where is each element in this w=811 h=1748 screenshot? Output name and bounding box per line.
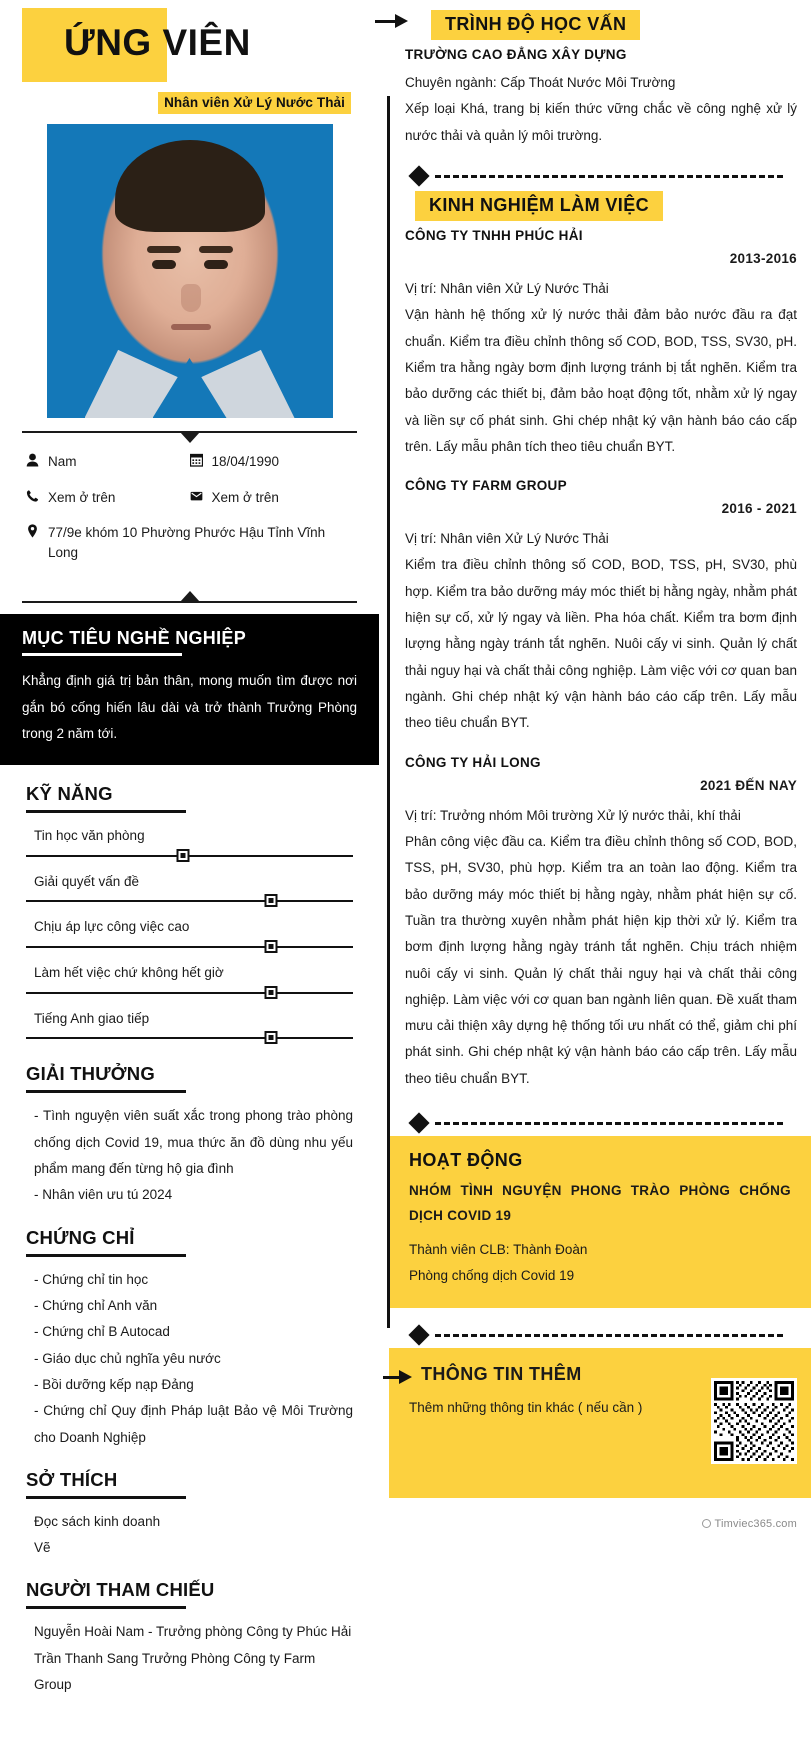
skill-item: [26, 1006, 353, 1046]
arrow-head: [399, 1370, 412, 1384]
skill-slider-handle[interactable]: [265, 1031, 278, 1044]
certificate-item: - Chứng chỉ B Autocad: [34, 1324, 170, 1340]
skill-track-bar: [26, 992, 353, 994]
section-activity: [389, 1136, 811, 1308]
dashed-line: [435, 175, 783, 178]
profile-photo: [47, 124, 333, 418]
certificate-item: - Chứng chỉ Anh văn: [34, 1297, 158, 1313]
skill-label: Tiếng Anh giao tiếp: [34, 1010, 150, 1026]
contact-email: [190, 488, 354, 508]
experience-company: CÔNG TY FARM GROUP: [405, 478, 567, 494]
footer-text: Timviec365.com: [714, 1517, 797, 1530]
contact-gender: [26, 452, 190, 472]
section-references: [22, 1579, 357, 1698]
awards-list: [26, 1103, 353, 1208]
certificate-item: - Giáo dục chủ nghĩa yêu nước: [34, 1350, 221, 1366]
certificate-item: - Chứng chỉ tin học: [34, 1271, 149, 1287]
hobbies-title: SỞ THÍCH: [26, 1468, 118, 1490]
experience-header: [405, 189, 797, 221]
section-hobbies: [22, 1469, 357, 1562]
awards-title: GIẢI THƯỞNG: [26, 1063, 155, 1085]
education-header: [405, 0, 797, 40]
page-title: ỨNG VIÊN: [64, 22, 251, 63]
section-certificates: [22, 1227, 357, 1451]
skill-label: Tin học văn phòng: [34, 828, 145, 844]
activity-subtitle: NHÓM TÌNH NGUYỆN PHONG TRÀO PHÒNG CHỐNG DỊCH COVID 19: [409, 1183, 791, 1224]
certificate-item: - Bồi dưỡng kếp nạp Đảng: [34, 1376, 194, 1392]
contact-address-value: 77/9e khóm 10 Phường Phước Hậu Tỉnh Vĩnh Long: [48, 525, 326, 560]
phone-icon: [26, 488, 48, 503]
skill-label: Làm hết việc chứ không hết giờ: [34, 965, 224, 981]
contact-email-value: Xem ở trên: [211, 489, 279, 505]
skill-item: [26, 960, 353, 1000]
experience-description: Phân công việc đầu ca. Kiểm tra điều chỉnh thông số COD, BOD, TSS, pH, SV30, phù hợp. Kiểm tra an toàn lao động. Kiểm tra bảo dưỡng máy móc thiết bị hằng ngày, nhằm phát hiện sự cố. Tuần tra thường xuyên nhằm phát hiện kịp thời xử lý. Kiểm tra bơm định lượng hằng ngày tránh tắt nghẽn. Chịu trách nhiệm nuôi cấy vi sinh. Quản lý chất thải nguy hại và chất thải công nghiệp. Làm việc với cơ quan ban ngành liên quan. Đề xuất tham mưu cải thiện xây dựng hệ thống tối ưu nhất có thể, giảm chi phí phát sinh. Ghi chép nhật ký vận hành báo cáo cấp trên. Lấy mẫu theo tiêu chuẩn BYT.: [405, 833, 797, 1086]
photo-eye-right: [204, 260, 228, 269]
extra-text: Thêm những thông tin khác ( nếu cần ): [409, 1399, 643, 1415]
experience-list: [405, 228, 797, 1092]
contact-info: [22, 440, 357, 588]
dashed-line: [435, 1334, 783, 1337]
photo-brow-left: [147, 246, 181, 253]
calendar-icon: [190, 452, 212, 467]
education-title: TRÌNH ĐỘ HỌC VẤN: [431, 10, 640, 40]
skill-item: [26, 869, 353, 909]
contact-phone-value: Xem ở trên: [48, 489, 116, 505]
job-title-badge: Nhân viên Xử Lý Nước Thải: [158, 92, 351, 114]
awards-underline: [26, 1090, 186, 1093]
experience-company: CÔNG TY HẢI LONG: [405, 754, 541, 770]
left-column: [0, 0, 375, 1698]
contact-bottom-divider: [22, 594, 357, 610]
contact-dob: [190, 452, 354, 472]
reference-item: Nguyễn Hoài Nam - Trưởng phòng Công ty Phúc Hải: [34, 1624, 352, 1640]
objective-text: Khẳng định giá trị bản thân, mong muốn tìm được nơi gắn bó cống hiến lâu dài và trở thành Trưởng Phòng trong 2 năm tới.: [22, 673, 357, 741]
education-school: TRƯỜNG CAO ĐẲNG XÂY DỰNG: [405, 47, 627, 62]
name-banner: [22, 8, 357, 82]
skill-slider-handle[interactable]: [176, 849, 189, 862]
photo-eye-left: [152, 260, 176, 269]
section-awards: [22, 1063, 357, 1208]
activity-title: HOẠT ĐỘNG: [409, 1150, 523, 1171]
photo-mouth: [171, 324, 211, 330]
contact-row: [26, 523, 353, 562]
experience-description: Kiểm tra điều chỉnh thông số COD, BOD, TSS, pH, SV30, phù hợp. Kiểm tra bảo dưỡng máy móc thiết bị hằng ngày, nhằm phát hiện sự cố, xử lý ngay và liền. Pha hóa chất. Kiểm tra bơm định lượng hằng ngày tránh tắt nghẽn. Nuôi cấy vi sinh. Quản lý chất thải nguy hại và chất thải công nghiệp. Làm việc với cơ quan ban ngành. Ghi chép nhật ký vận hành báo cáo cấp trên. Lấy mẫu theo tiêu chuẩn BYT.: [405, 557, 797, 731]
qr-code[interactable]: [711, 1378, 797, 1464]
skill-item: [26, 914, 353, 954]
dashed-line: [435, 1122, 783, 1125]
objective-title: MỤC TIÊU NGHỀ NGHIỆP: [22, 628, 247, 649]
photo-hair: [115, 140, 265, 232]
experience-position: Vị trí: Nhân viên Xử Lý Nước Thải: [405, 531, 609, 547]
person-icon: [26, 452, 48, 467]
arrow-shaft: [375, 20, 397, 23]
photo-brow-right: [199, 246, 233, 253]
contact-phone: [26, 488, 190, 508]
reference-item: Trần Thanh Sang Trưởng Phòng Công ty Farm Group: [34, 1650, 316, 1693]
experience-item: [405, 755, 797, 1092]
certificate-item: - Chứng chỉ Quy định Pháp luật Bảo vệ Môi Trường cho Doanh Nghiệp: [34, 1403, 353, 1445]
contact-row: [26, 452, 353, 472]
skill-item: [26, 823, 353, 863]
extra-title: THÔNG TIN THÊM: [421, 1363, 582, 1384]
skill-slider[interactable]: [26, 849, 353, 863]
skills-title: KỸ NĂNG: [26, 783, 113, 805]
skill-slider[interactable]: [26, 1031, 353, 1045]
skill-track-bar: [26, 855, 353, 857]
arrow-right-icon: [375, 14, 409, 28]
skill-slider-handle[interactable]: [265, 940, 278, 953]
hobby-item: Đọc sách kinh doanh: [34, 1513, 161, 1529]
experience-item: [405, 228, 797, 460]
section-objective: [0, 614, 379, 765]
contact-address: [26, 523, 353, 562]
references-underline: [26, 1606, 186, 1609]
award-item: - Nhân viên ưu tú 2024: [34, 1187, 173, 1203]
activity-lines: [409, 1237, 791, 1290]
references-list: [26, 1619, 353, 1698]
skills-list: [26, 823, 353, 1045]
skill-slider[interactable]: [26, 986, 353, 1000]
experience-position: Vị trí: Nhân viên Xử Lý Nước Thải: [405, 280, 609, 296]
skill-label: Giải quyết vấn đề: [34, 873, 140, 889]
contact-row: [26, 488, 353, 508]
section-divider: [405, 1322, 797, 1348]
hobbies-underline: [26, 1496, 186, 1499]
photo-nose: [181, 284, 201, 312]
experience-title: KINH NGHIỆM LÀM VIỆC: [415, 191, 663, 221]
experience-item: [405, 478, 797, 737]
skill-track-bar: [26, 1037, 353, 1039]
award-item: - Tình nguyện viên suất xắc trong phong trào phòng chống dịch Covid 19, mua thức ăn đồ dùng nhu yếu phẩm mang đến từng hộ gia đình: [34, 1108, 353, 1177]
experience-dates: 2016 - 2021: [721, 501, 797, 517]
footer-watermark: [702, 1518, 797, 1530]
arrow-right-icon: [383, 1370, 413, 1384]
section-extra-info: [389, 1348, 811, 1498]
hobby-item: Vẽ: [34, 1540, 51, 1556]
triangle-up-icon: [180, 591, 200, 602]
diamond-marker-icon: [408, 165, 429, 186]
circle-icon: [702, 1519, 711, 1528]
hobbies-list: [26, 1509, 353, 1562]
certificates-underline: [26, 1254, 186, 1257]
diamond-marker-icon: [408, 1324, 429, 1345]
experience-position: Vị trí: Trưởng nhóm Môi trường Xử lý nước thải, khí thải: [405, 807, 741, 823]
experience-company: CÔNG TY TNHH PHÚC HẢI: [405, 227, 583, 243]
activity-line: Thành viên CLB: Thành Đoàn: [409, 1242, 588, 1257]
skill-track-bar: [26, 900, 353, 902]
right-column: [375, 0, 811, 1538]
job-title-wrap: [22, 92, 357, 114]
contact-top-divider: [22, 424, 357, 440]
activity-line: Phòng chống dịch Covid 19: [409, 1268, 575, 1284]
skill-track-bar: [26, 946, 353, 948]
qr-code-svg: [714, 1381, 794, 1461]
certificates-list: [26, 1267, 353, 1451]
triangle-down-icon: [180, 432, 200, 443]
skill-slider[interactable]: [26, 940, 353, 954]
contact-dob-value: 18/04/1990: [211, 454, 280, 469]
section-divider: [405, 163, 797, 189]
experience-dates: 2013-2016: [729, 250, 797, 266]
education-major: Chuyên ngành: Cấp Thoát Nước Môi Trường: [405, 75, 676, 90]
experience-description: Vận hành hệ thống xử lý nước thải đảm bảo nước đầu ra đạt chuẩn. Kiểm tra điều chỉnh thông số COD, BOD, TSS, SV30, pH. Kiểm tra hằng ngày bơm định lượng tránh bị tắt nghẽn. Kiểm tra bảo dưỡng các thiết bị, đảm bảo hoạt động tốt, nhằm xử lý ngay và liền sự cố phát sinh. Ghi chép nhật ký vận hành báo cáo cấp trên. Lấy mẫu phân tích theo tiêu chuẩn BYT.: [405, 307, 797, 454]
location-pin-icon: [26, 523, 48, 538]
envelope-icon: [190, 488, 212, 503]
skill-slider-handle[interactable]: [265, 986, 278, 999]
diamond-marker-icon: [408, 1112, 429, 1133]
certificates-title: CHỨNG CHỈ: [26, 1226, 135, 1248]
objective-underline: [22, 653, 182, 656]
skill-label: Chịu áp lực công việc cao: [34, 919, 190, 935]
right-body: [375, 0, 811, 1136]
contact-gender-value: Nam: [48, 454, 77, 469]
section-divider: [405, 1110, 797, 1136]
skills-underline: [26, 810, 186, 813]
arrow-head: [395, 14, 408, 28]
right-body-lower: [375, 1322, 811, 1348]
education-detail: Xếp loại Khá, trang bị kiến thức vững chắc về công nghệ xử lý nước thải và quản lý môi trường.: [405, 101, 797, 143]
section-skills: [22, 783, 357, 1045]
references-title: NGƯỜI THAM CHIẾU: [26, 1579, 215, 1601]
skill-slider[interactable]: [26, 894, 353, 908]
skill-slider-handle[interactable]: [265, 894, 278, 907]
experience-dates: 2021 ĐẾN NAY: [700, 777, 797, 793]
